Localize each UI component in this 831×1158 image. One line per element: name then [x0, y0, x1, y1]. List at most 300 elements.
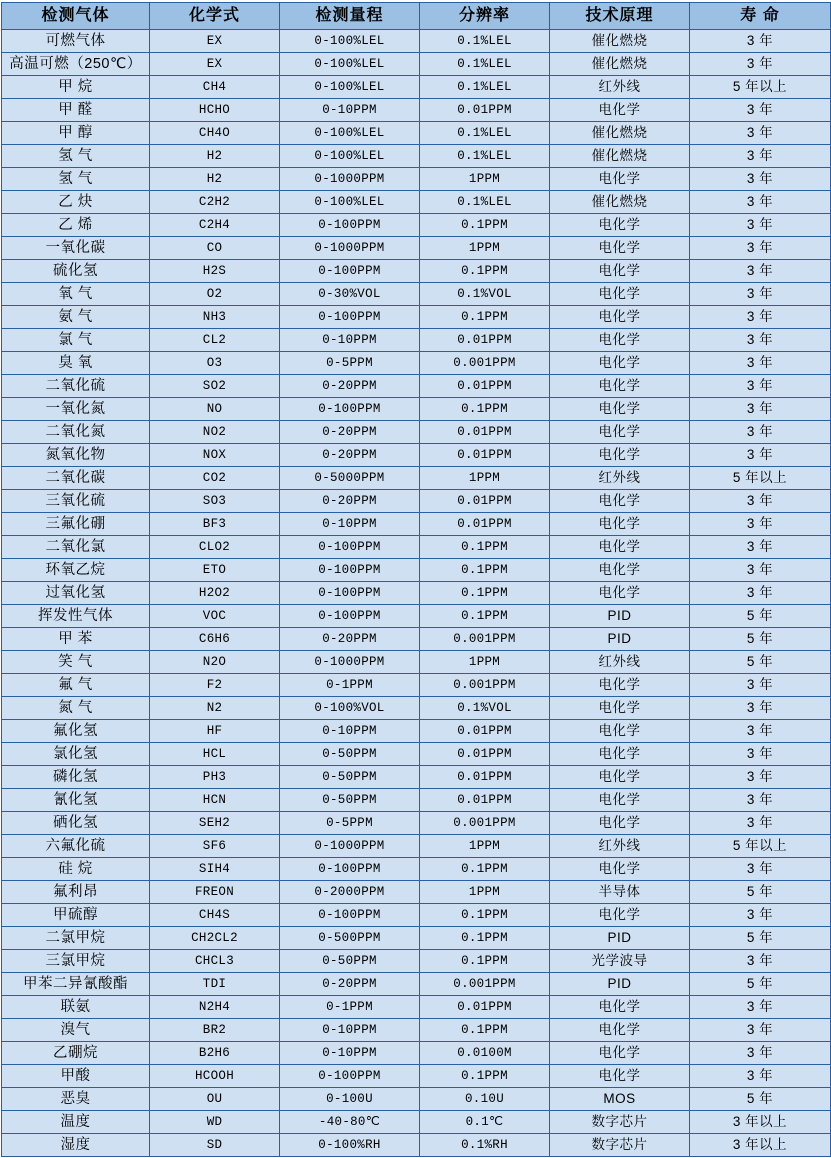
cell-lifetime: 3 年 [690, 260, 831, 283]
table-row [2, 490, 831, 513]
cell-resolution: 0.01PPM [420, 743, 550, 766]
cell-range: 0-50PPM [280, 789, 420, 812]
cell-technology: MOS [550, 1088, 690, 1111]
table-row [2, 122, 831, 145]
cell-gas: 氮氧化物 [2, 444, 150, 467]
cell-resolution: 0.01PPM [420, 766, 550, 789]
table-row [2, 1065, 831, 1088]
cell-technology: PID [550, 927, 690, 950]
table-row [2, 168, 831, 191]
cell-lifetime: 3 年 [690, 306, 831, 329]
cell-resolution: 0.1PPM [420, 559, 550, 582]
cell-gas: 二氧化氮 [2, 421, 150, 444]
cell-technology: 电化学 [550, 513, 690, 536]
cell-technology: 电化学 [550, 99, 690, 122]
cell-range: 0-1000PPM [280, 651, 420, 674]
cell-resolution: 0.1PPM [420, 605, 550, 628]
table-row [2, 582, 831, 605]
cell-technology: 红外线 [550, 835, 690, 858]
cell-resolution: 0.01PPM [420, 490, 550, 513]
cell-lifetime: 3 年 [690, 812, 831, 835]
cell-resolution: 0.01PPM [420, 99, 550, 122]
cell-resolution: 0.1%LEL [420, 122, 550, 145]
cell-range: 0-100%LEL [280, 145, 420, 168]
cell-range: 0-100PPM [280, 1065, 420, 1088]
cell-range: 0-100%LEL [280, 191, 420, 214]
cell-technology: 红外线 [550, 651, 690, 674]
cell-range: 0-100PPM [280, 858, 420, 881]
cell-lifetime: 3 年 [690, 674, 831, 697]
cell-gas: 湿度 [2, 1134, 150, 1157]
cell-technology: 电化学 [550, 214, 690, 237]
cell-range: 0-20PPM [280, 421, 420, 444]
cell-formula: EX [150, 30, 280, 53]
table-row [2, 1042, 831, 1065]
cell-lifetime: 3 年 [690, 168, 831, 191]
cell-formula: NOX [150, 444, 280, 467]
cell-range: 0-20PPM [280, 490, 420, 513]
gas-sensor-spec-table [1, 2, 831, 1157]
cell-resolution: 0.01PPM [420, 720, 550, 743]
table-row [2, 697, 831, 720]
table-row [2, 950, 831, 973]
cell-resolution: 0.1%LEL [420, 53, 550, 76]
cell-technology: 电化学 [550, 375, 690, 398]
cell-formula: CH4S [150, 904, 280, 927]
cell-resolution: 0.1%LEL [420, 191, 550, 214]
cell-gas: 温度 [2, 1111, 150, 1134]
cell-formula: VOC [150, 605, 280, 628]
table-row [2, 467, 831, 490]
cell-formula: CH4 [150, 76, 280, 99]
cell-gas: 三氯甲烷 [2, 950, 150, 973]
cell-range: 0-100PPM [280, 904, 420, 927]
cell-lifetime: 3 年 [690, 720, 831, 743]
cell-lifetime: 3 年 [690, 490, 831, 513]
cell-resolution: 1PPM [420, 881, 550, 904]
cell-formula: TDI [150, 973, 280, 996]
cell-range: 0-20PPM [280, 973, 420, 996]
cell-lifetime: 3 年 [690, 30, 831, 53]
cell-formula: SO2 [150, 375, 280, 398]
cell-lifetime: 3 年 [690, 513, 831, 536]
table-row [2, 99, 831, 122]
cell-gas: 甲酸 [2, 1065, 150, 1088]
table-row [2, 444, 831, 467]
cell-lifetime: 3 年 [690, 559, 831, 582]
cell-resolution: 0.0100M [420, 1042, 550, 1065]
cell-range: -40-80℃ [280, 1111, 420, 1134]
cell-gas: 氯 气 [2, 329, 150, 352]
cell-range: 0-100%RH [280, 1134, 420, 1157]
cell-resolution: 0.01PPM [420, 329, 550, 352]
cell-gas: 二氯甲烷 [2, 927, 150, 950]
cell-technology: 电化学 [550, 996, 690, 1019]
cell-formula: H2 [150, 168, 280, 191]
cell-range: 0-1PPM [280, 996, 420, 1019]
cell-lifetime: 3 年 [690, 904, 831, 927]
cell-gas: 一氧化碳 [2, 237, 150, 260]
cell-gas: 甲硫醇 [2, 904, 150, 927]
cell-gas: 硫化氢 [2, 260, 150, 283]
table-row [2, 1019, 831, 1042]
column-header-range: 检测量程 [280, 3, 420, 30]
cell-lifetime: 3 年 [690, 996, 831, 1019]
cell-gas: 氟利昂 [2, 881, 150, 904]
cell-gas: 氰化氢 [2, 789, 150, 812]
cell-resolution: 0.01PPM [420, 996, 550, 1019]
cell-technology: 电化学 [550, 812, 690, 835]
cell-formula: HCN [150, 789, 280, 812]
cell-gas: 可燃气体 [2, 30, 150, 53]
cell-formula: H2S [150, 260, 280, 283]
cell-gas: 联氨 [2, 996, 150, 1019]
cell-lifetime: 3 年 [690, 122, 831, 145]
cell-lifetime: 3 年 [690, 1042, 831, 1065]
cell-technology: 催化燃烧 [550, 53, 690, 76]
cell-gas: 甲苯二异氰酸酯 [2, 973, 150, 996]
cell-range: 0-100%LEL [280, 30, 420, 53]
cell-gas: 二氧化氯 [2, 536, 150, 559]
column-header-resolution: 分辨率 [420, 3, 550, 30]
cell-formula: C2H4 [150, 214, 280, 237]
cell-technology: 催化燃烧 [550, 191, 690, 214]
cell-resolution: 0.1%VOL [420, 283, 550, 306]
cell-technology: 电化学 [550, 536, 690, 559]
cell-resolution: 0.1PPM [420, 260, 550, 283]
cell-range: 0-100PPM [280, 398, 420, 421]
cell-gas: 甲 苯 [2, 628, 150, 651]
cell-range: 0-5000PPM [280, 467, 420, 490]
cell-gas: 甲 烷 [2, 76, 150, 99]
table-row [2, 237, 831, 260]
cell-technology: 催化燃烧 [550, 122, 690, 145]
cell-technology: 数字芯片 [550, 1111, 690, 1134]
table-row [2, 628, 831, 651]
cell-technology: 红外线 [550, 467, 690, 490]
cell-lifetime: 5 年 [690, 628, 831, 651]
cell-range: 0-100U [280, 1088, 420, 1111]
cell-technology: 电化学 [550, 421, 690, 444]
cell-range: 0-100PPM [280, 260, 420, 283]
table-row [2, 973, 831, 996]
cell-range: 0-100%LEL [280, 122, 420, 145]
cell-resolution: 0.1%LEL [420, 145, 550, 168]
cell-lifetime: 5 年以上 [690, 467, 831, 490]
cell-formula: C2H2 [150, 191, 280, 214]
table-row [2, 651, 831, 674]
table-row [2, 674, 831, 697]
cell-gas: 溴气 [2, 1019, 150, 1042]
cell-technology: 电化学 [550, 1042, 690, 1065]
table-row [2, 559, 831, 582]
cell-range: 0-5PPM [280, 352, 420, 375]
cell-gas: 甲 醛 [2, 99, 150, 122]
table-row [2, 398, 831, 421]
cell-technology: 电化学 [550, 237, 690, 260]
table-row [2, 145, 831, 168]
cell-range: 0-20PPM [280, 444, 420, 467]
cell-technology: 电化学 [550, 674, 690, 697]
cell-formula: CH2CL2 [150, 927, 280, 950]
cell-range: 0-10PPM [280, 1042, 420, 1065]
table-header-row [2, 3, 831, 30]
cell-formula: CL2 [150, 329, 280, 352]
cell-lifetime: 3 年 [690, 191, 831, 214]
cell-gas: 二氧化硫 [2, 375, 150, 398]
table-row [2, 76, 831, 99]
cell-lifetime: 3 年 [690, 789, 831, 812]
cell-resolution: 0.01PPM [420, 513, 550, 536]
cell-technology: 电化学 [550, 766, 690, 789]
cell-lifetime: 3 年 [690, 950, 831, 973]
cell-formula: H2 [150, 145, 280, 168]
table-row [2, 283, 831, 306]
column-header-lifetime: 寿 命 [690, 3, 831, 30]
cell-range: 0-1PPM [280, 674, 420, 697]
cell-resolution: 0.001PPM [420, 674, 550, 697]
cell-gas: 甲 醇 [2, 122, 150, 145]
cell-resolution: 0.1PPM [420, 1019, 550, 1042]
cell-technology: 电化学 [550, 1065, 690, 1088]
cell-formula: N2O [150, 651, 280, 674]
cell-gas: 过氧化氢 [2, 582, 150, 605]
cell-formula: HCOOH [150, 1065, 280, 1088]
cell-technology: 数字芯片 [550, 1134, 690, 1157]
cell-formula: SO3 [150, 490, 280, 513]
cell-technology: 催化燃烧 [550, 145, 690, 168]
cell-formula: NO [150, 398, 280, 421]
cell-range: 0-10PPM [280, 1019, 420, 1042]
cell-technology: 电化学 [550, 582, 690, 605]
cell-gas: 三氟化硼 [2, 513, 150, 536]
table-row [2, 720, 831, 743]
cell-resolution: 0.1PPM [420, 306, 550, 329]
cell-formula: O2 [150, 283, 280, 306]
cell-gas: 硒化氢 [2, 812, 150, 835]
cell-formula: SEH2 [150, 812, 280, 835]
cell-lifetime: 3 年 [690, 743, 831, 766]
cell-lifetime: 5 年 [690, 1088, 831, 1111]
cell-range: 0-100%VOL [280, 697, 420, 720]
table-row [2, 835, 831, 858]
cell-gas: 氢 气 [2, 145, 150, 168]
cell-resolution: 1PPM [420, 237, 550, 260]
cell-range: 0-10PPM [280, 513, 420, 536]
cell-lifetime: 3 年 [690, 1065, 831, 1088]
cell-gas: 六氟化硫 [2, 835, 150, 858]
cell-formula: SIH4 [150, 858, 280, 881]
cell-gas: 乙 炔 [2, 191, 150, 214]
cell-lifetime: 3 年 [690, 237, 831, 260]
cell-lifetime: 5 年 [690, 973, 831, 996]
cell-formula: PH3 [150, 766, 280, 789]
table-row [2, 789, 831, 812]
cell-formula: FREON [150, 881, 280, 904]
cell-resolution: 0.1PPM [420, 927, 550, 950]
cell-formula: ETO [150, 559, 280, 582]
cell-lifetime: 5 年 [690, 605, 831, 628]
cell-lifetime: 5 年 [690, 651, 831, 674]
cell-formula: H2O2 [150, 582, 280, 605]
cell-gas: 氢 气 [2, 168, 150, 191]
cell-technology: 电化学 [550, 168, 690, 191]
cell-resolution: 0.1PPM [420, 904, 550, 927]
cell-technology: 电化学 [550, 858, 690, 881]
cell-resolution: 0.001PPM [420, 628, 550, 651]
cell-range: 0-2000PPM [280, 881, 420, 904]
cell-resolution: 0.1PPM [420, 536, 550, 559]
cell-technology: 电化学 [550, 260, 690, 283]
cell-lifetime: 3 年 [690, 283, 831, 306]
cell-range: 0-1000PPM [280, 237, 420, 260]
cell-resolution: 0.01PPM [420, 444, 550, 467]
cell-range: 0-100%LEL [280, 53, 420, 76]
cell-gas: 氮 气 [2, 697, 150, 720]
table-row [2, 513, 831, 536]
cell-technology: 半导体 [550, 881, 690, 904]
cell-formula: O3 [150, 352, 280, 375]
cell-range: 0-20PPM [280, 375, 420, 398]
cell-range: 0-10PPM [280, 720, 420, 743]
cell-formula: CO2 [150, 467, 280, 490]
cell-technology: 电化学 [550, 398, 690, 421]
cell-resolution: 0.001PPM [420, 973, 550, 996]
cell-gas: 氯化氢 [2, 743, 150, 766]
cell-formula: SD [150, 1134, 280, 1157]
table-row [2, 421, 831, 444]
cell-range: 0-1000PPM [280, 835, 420, 858]
table-body [2, 30, 831, 1157]
cell-lifetime: 3 年 [690, 766, 831, 789]
cell-range: 0-100PPM [280, 214, 420, 237]
cell-resolution: 0.1%LEL [420, 76, 550, 99]
cell-range: 0-100PPM [280, 306, 420, 329]
column-header-technology: 技术原理 [550, 3, 690, 30]
cell-lifetime: 3 年 [690, 53, 831, 76]
cell-technology: 电化学 [550, 697, 690, 720]
cell-resolution: 0.1%RH [420, 1134, 550, 1157]
cell-formula: HCL [150, 743, 280, 766]
table-row [2, 53, 831, 76]
cell-resolution: 0.01PPM [420, 421, 550, 444]
table-row [2, 214, 831, 237]
cell-lifetime: 3 年以上 [690, 1111, 831, 1134]
cell-formula: HF [150, 720, 280, 743]
cell-resolution: 1PPM [420, 168, 550, 191]
cell-gas: 挥发性气体 [2, 605, 150, 628]
cell-lifetime: 3 年 [690, 145, 831, 168]
cell-lifetime: 3 年 [690, 858, 831, 881]
table-row [2, 858, 831, 881]
cell-resolution: 0.1PPM [420, 582, 550, 605]
table-row [2, 904, 831, 927]
cell-range: 0-100PPM [280, 582, 420, 605]
cell-formula: B2H6 [150, 1042, 280, 1065]
cell-technology: 电化学 [550, 490, 690, 513]
cell-gas: 一氧化氮 [2, 398, 150, 421]
cell-range: 0-50PPM [280, 950, 420, 973]
cell-lifetime: 3 年 [690, 444, 831, 467]
table-row [2, 927, 831, 950]
table-row [2, 329, 831, 352]
cell-gas: 高温可燃（250℃） [2, 53, 150, 76]
cell-formula: HCHO [150, 99, 280, 122]
cell-range: 0-100%LEL [280, 76, 420, 99]
table-header [2, 3, 831, 30]
cell-gas: 笑 气 [2, 651, 150, 674]
cell-resolution: 1PPM [420, 835, 550, 858]
table-row [2, 996, 831, 1019]
cell-resolution: 0.001PPM [420, 352, 550, 375]
cell-lifetime: 3 年 [690, 582, 831, 605]
cell-gas: 恶臭 [2, 1088, 150, 1111]
cell-range: 0-500PPM [280, 927, 420, 950]
cell-lifetime: 3 年 [690, 352, 831, 375]
cell-gas: 臭 氧 [2, 352, 150, 375]
table-row [2, 1134, 831, 1157]
cell-lifetime: 5 年 [690, 927, 831, 950]
column-header-formula: 化学式 [150, 3, 280, 30]
cell-range: 0-100PPM [280, 559, 420, 582]
cell-resolution: 0.1℃ [420, 1111, 550, 1134]
table-row [2, 536, 831, 559]
cell-technology: 电化学 [550, 904, 690, 927]
cell-formula: BF3 [150, 513, 280, 536]
table-row [2, 375, 831, 398]
cell-technology: 光学波导 [550, 950, 690, 973]
cell-formula: SF6 [150, 835, 280, 858]
cell-range: 0-5PPM [280, 812, 420, 835]
cell-range: 0-50PPM [280, 766, 420, 789]
cell-technology: 电化学 [550, 743, 690, 766]
cell-resolution: 0.1PPM [420, 858, 550, 881]
cell-gas: 二氧化碳 [2, 467, 150, 490]
cell-gas: 氧 气 [2, 283, 150, 306]
cell-resolution: 0.10U [420, 1088, 550, 1111]
cell-formula: CO [150, 237, 280, 260]
table-row [2, 306, 831, 329]
cell-gas: 乙硼烷 [2, 1042, 150, 1065]
cell-resolution: 0.1PPM [420, 1065, 550, 1088]
cell-resolution: 0.01PPM [420, 375, 550, 398]
cell-gas: 氟 气 [2, 674, 150, 697]
cell-technology: 电化学 [550, 789, 690, 812]
cell-gas: 氟化氢 [2, 720, 150, 743]
cell-lifetime: 3 年 [690, 421, 831, 444]
cell-technology: 电化学 [550, 352, 690, 375]
cell-technology: 电化学 [550, 329, 690, 352]
cell-lifetime: 3 年 [690, 99, 831, 122]
cell-technology: 电化学 [550, 306, 690, 329]
cell-formula: CLO2 [150, 536, 280, 559]
cell-technology: 电化学 [550, 283, 690, 306]
cell-lifetime: 3 年 [690, 536, 831, 559]
column-header-gas: 检测气体 [2, 3, 150, 30]
cell-range: 0-10PPM [280, 329, 420, 352]
cell-gas: 硅 烷 [2, 858, 150, 881]
cell-formula: EX [150, 53, 280, 76]
cell-gas: 三氧化硫 [2, 490, 150, 513]
cell-technology: 催化燃烧 [550, 30, 690, 53]
cell-technology: 电化学 [550, 1019, 690, 1042]
cell-gas: 环氧乙烷 [2, 559, 150, 582]
cell-technology: 电化学 [550, 444, 690, 467]
cell-gas: 磷化氢 [2, 766, 150, 789]
cell-resolution: 0.1%VOL [420, 697, 550, 720]
cell-formula: WD [150, 1111, 280, 1134]
cell-technology: PID [550, 628, 690, 651]
